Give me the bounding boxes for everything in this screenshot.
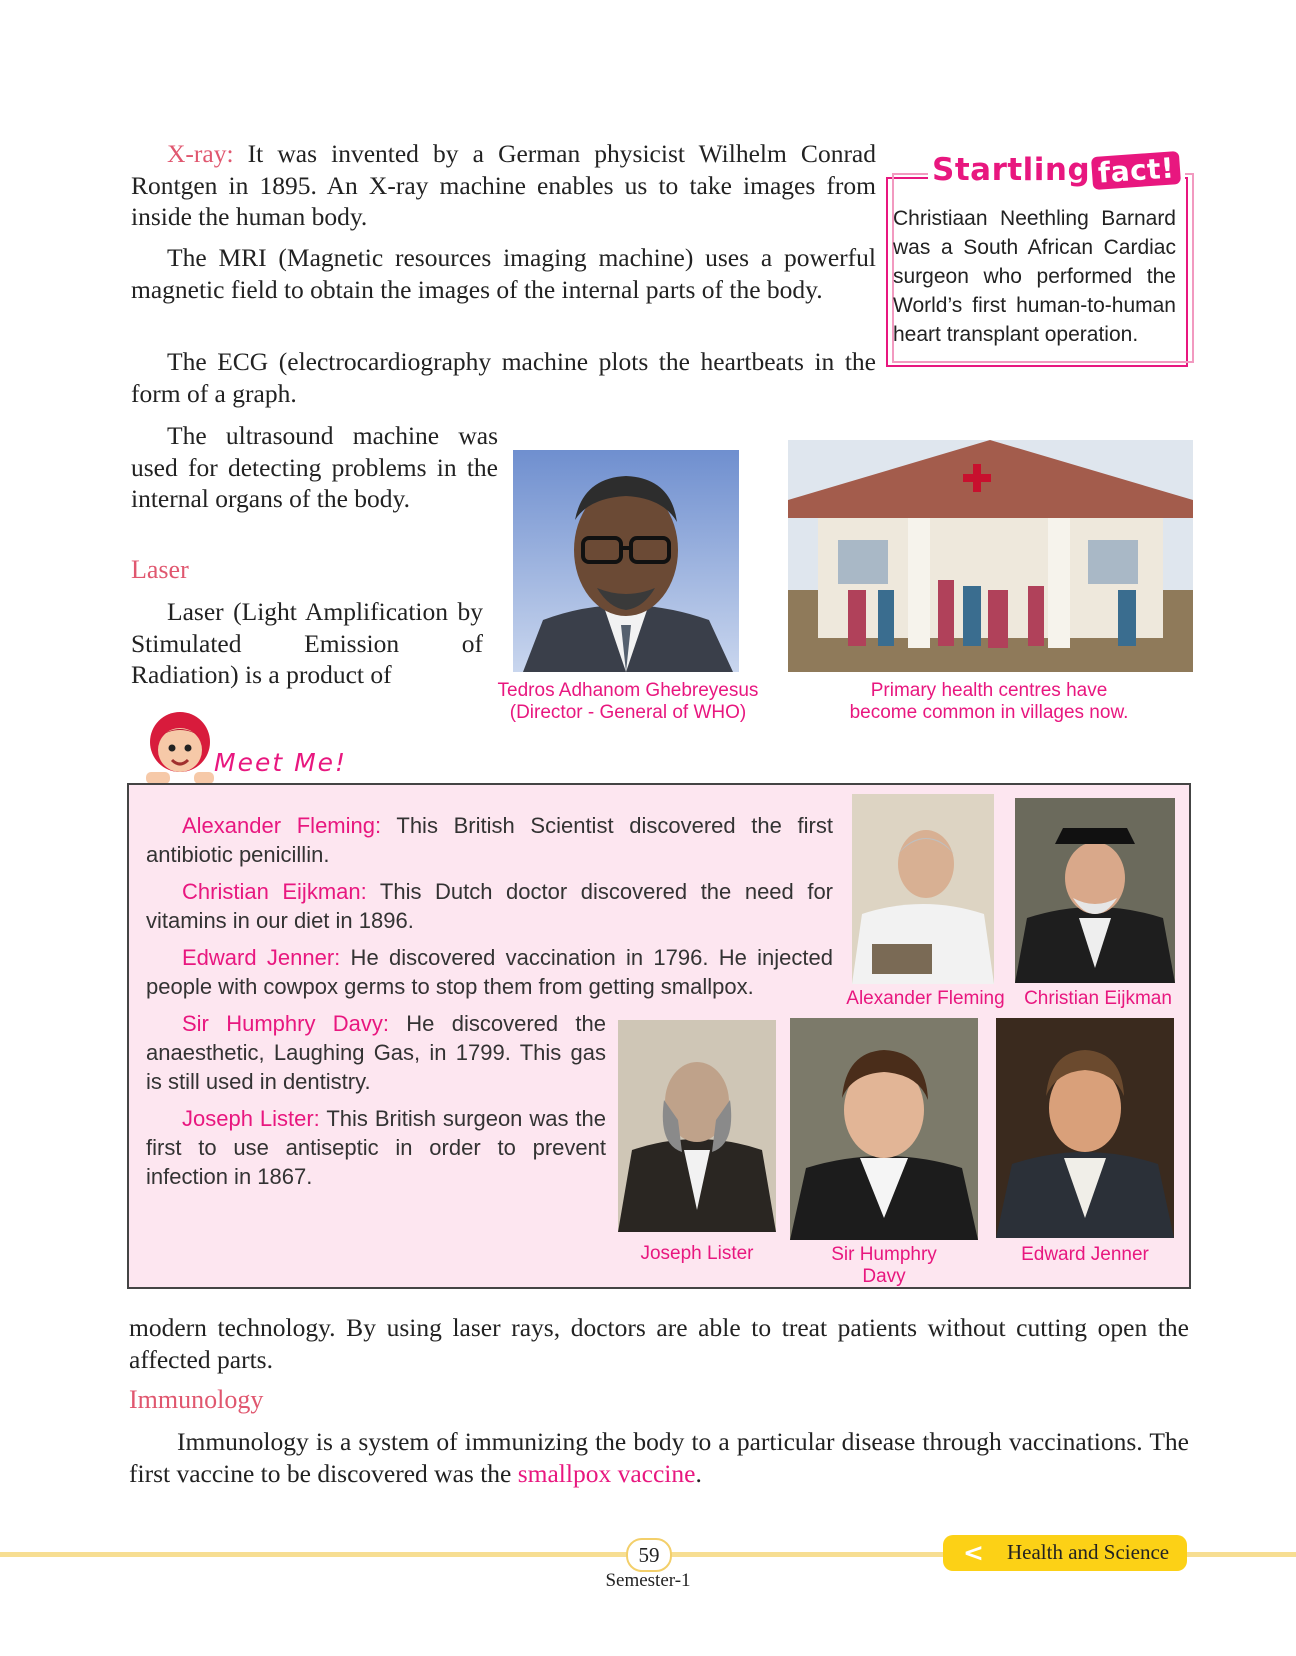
tedros-caption	[478, 680, 778, 724]
meet-entry-text: This British Scientist discovered the first antibiotic penicillin.	[146, 813, 833, 867]
meet-entry-name: Joseph Lister:	[182, 1106, 320, 1131]
immunology-end: .	[695, 1458, 702, 1488]
meet-entry-name: Alexander Fleming:	[182, 813, 382, 838]
fact-tag: fact!	[1091, 151, 1181, 190]
meet-entry-name: Sir Humphry Davy:	[182, 1011, 389, 1036]
fleming-caption: Alexander Fleming	[846, 988, 1005, 1009]
tedros-caption-line1: Tedros Adhanom Ghebreyesus	[497, 680, 759, 701]
immunology-paragraph	[129, 1426, 1189, 1489]
davy-caption-line1: Sir Humphry	[831, 1244, 937, 1265]
ecg-paragraph: The ECG (electrocardiography machine plots the heartbeats in the form of a graph.	[131, 347, 876, 408]
subject-label: Health and Science	[1007, 1540, 1170, 1564]
meet-entry-eijkman	[146, 877, 833, 935]
meet-entry-name: Edward Jenner:	[182, 945, 341, 970]
mascot-girl-icon	[138, 706, 218, 786]
mri-paragraph: The MRI (Magnetic resources imaging machine) uses a powerful magnetic field to obtain the images of the internal parts of the body.	[131, 243, 876, 304]
fact-title-text: Startling	[932, 152, 1091, 188]
subject-tab	[943, 1535, 1187, 1571]
meet-entry-lister	[146, 1104, 606, 1191]
xray-term: X-ray:	[167, 139, 234, 168]
meet-entry-text: He discovered vaccination in 1796. He injected people with cowpox germs to stop them from getting smallpox.	[146, 945, 833, 999]
phc-caption-line1: Primary health centres have	[870, 680, 1108, 701]
immunology-text: Immunology is a system of immunizing the body to a particular disease through vaccinations. The first vaccine to be discovered was the	[129, 1427, 1189, 1488]
meet-entry-fleming	[146, 811, 833, 869]
semester-label: Semester-1	[605, 1570, 691, 1591]
laser-heading: Laser	[131, 555, 189, 584]
meet-entry-name: Christian Eijkman:	[182, 879, 367, 904]
meet-entry-text: He discovered the anaesthetic, Laughing Gas, in 1799. This gas is still used in dentistry.	[146, 1011, 606, 1094]
meet-entry-davy	[146, 1009, 606, 1096]
davy-caption	[790, 1244, 978, 1288]
meet-entry-jenner	[146, 943, 833, 1001]
davy-caption-line2: Davy	[862, 1266, 906, 1287]
meet-me-label: Meet Me!	[214, 748, 348, 777]
ultrasound-paragraph: The ultrasound machine was used for detecting problems in the internal organs of the body.	[131, 421, 498, 513]
smallpox-vaccine-highlight: smallpox vaccine	[517, 1458, 696, 1488]
laser-paragraph: Laser (Light Amplification by Stimulated Emission of Radiation) is a product of	[131, 597, 483, 689]
phc-caption-line2: become common in villages now.	[849, 702, 1129, 723]
phc-caption	[830, 680, 1148, 724]
chevron-left-icon: <	[963, 1538, 984, 1567]
davy-portrait	[790, 1018, 978, 1240]
xray-text: It was invented by a German physicist Wilhelm Conrad Rontgen in 1895. An X-ray machine enables us to take images from inside the human body.	[131, 139, 876, 231]
tedros-photo	[513, 450, 739, 672]
startling-fact-text: Christiaan Neethling Barnard was a South African Cardiac surgeon who performed the World’s first human-to-human heart transplant operation.	[893, 207, 1176, 346]
meet-entry-text: This Dutch doctor discovered the need for vitamins in our diet in 1896.	[146, 879, 834, 933]
lister-portrait	[618, 1020, 776, 1232]
meet-entry-text: This British surgeon was the first to use antiseptic in order to prevent infection in 1867.	[146, 1106, 606, 1189]
laser-continued-paragraph: modern technology. By using laser rays, doctors are able to treat patients without cutting open the affected parts.	[129, 1313, 1189, 1374]
eijkman-caption: Christian Eijkman	[1024, 988, 1172, 1009]
startling-fact-title	[928, 152, 1185, 188]
jenner-caption: Edward Jenner	[1021, 1244, 1149, 1265]
fleming-portrait	[852, 794, 994, 984]
xray-paragraph	[131, 138, 876, 233]
health-centre-photo	[788, 440, 1193, 672]
jenner-portrait	[996, 1018, 1174, 1238]
eijkman-portrait	[1015, 798, 1175, 983]
page-number: 59	[626, 1538, 672, 1572]
tedros-caption-line2: (Director - General of WHO)	[509, 702, 747, 723]
lister-caption: Joseph Lister	[640, 1243, 754, 1264]
immunology-heading: Immunology	[129, 1385, 264, 1414]
